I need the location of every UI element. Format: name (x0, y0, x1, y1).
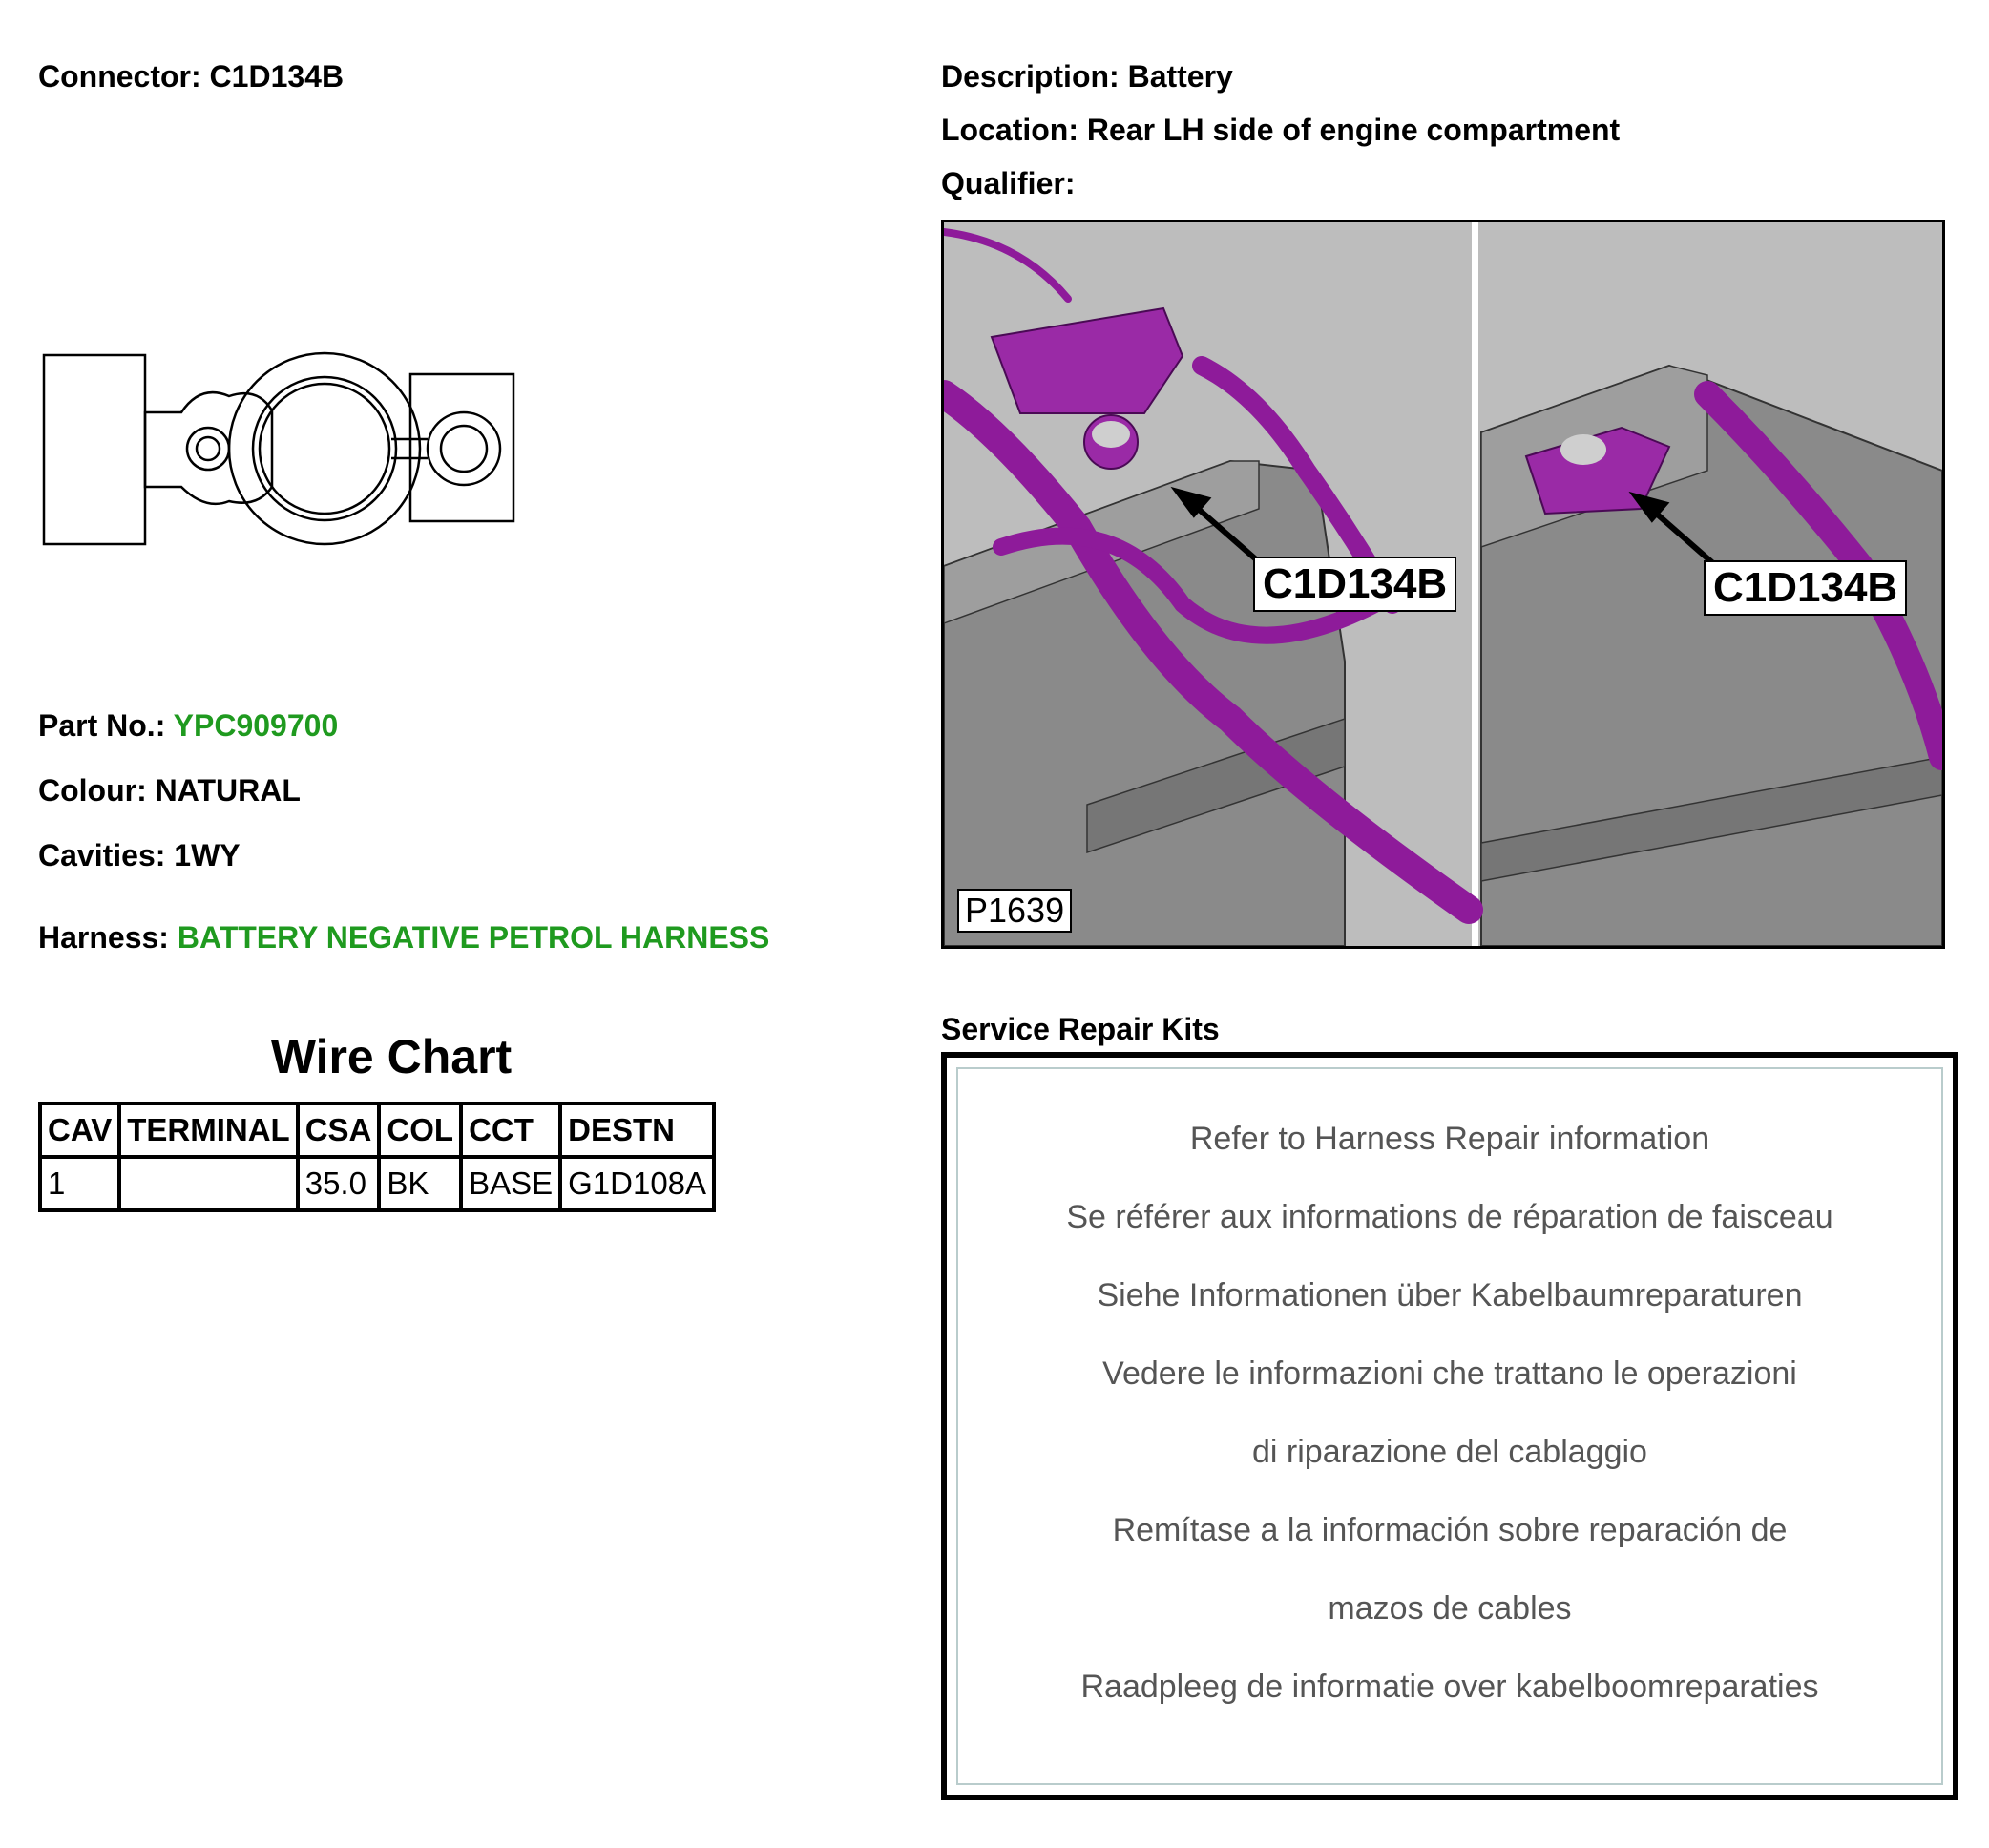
cavities-value: 1WY (174, 838, 241, 872)
cell-col: BK (379, 1157, 461, 1210)
kit-line-es-1: Remítase a la información sobre reparación de (1112, 1512, 1788, 1548)
figure-id: P1639 (957, 889, 1072, 933)
col-header-col: COL (379, 1103, 461, 1157)
connector-bolt-outer (428, 412, 500, 485)
connector-bolt-block (410, 374, 513, 521)
wire-chart-title: Wire Chart (270, 1030, 513, 1083)
col-header-csa: CSA (298, 1103, 380, 1157)
table-row (40, 1157, 714, 1210)
cell-cct: BASE (461, 1157, 560, 1210)
location-row (941, 113, 1620, 148)
harness-value[interactable]: BATTERY NEGATIVE PETROL HARNESS (177, 920, 770, 955)
callout-label-left: C1D134B (1253, 556, 1456, 612)
col-header-destn: DESTN (560, 1103, 714, 1157)
colour-value: NATURAL (155, 773, 301, 808)
cell-cav: 1 (40, 1157, 119, 1210)
qualifier-row (941, 166, 1075, 201)
connector-lug-hole (187, 428, 229, 470)
col-header-cct: CCT (461, 1103, 560, 1157)
connector-label: Connector: (38, 59, 201, 94)
wire-chart-header-row (40, 1103, 714, 1157)
col-header-cav: CAV (40, 1103, 119, 1157)
connector-heading (38, 59, 344, 94)
kit-line-es-2: mazos de cables (1328, 1590, 1572, 1627)
service-repair-kits-title: Service Repair Kits (941, 1012, 1220, 1046)
connector-body-left (44, 355, 145, 544)
connector-bolt-inner (441, 426, 487, 472)
description-value: Battery (1127, 59, 1233, 94)
colour-label: Colour: (38, 773, 147, 808)
description-label: Description: (941, 59, 1120, 94)
connector-value: C1D134B (209, 59, 345, 94)
connector-drawing (38, 344, 525, 554)
harness-row (38, 920, 769, 956)
part-no-row (38, 708, 338, 744)
kit-line-nl: Raadpleeg de informatie over kabelboomreparaties (1080, 1669, 1819, 1705)
location-value: Rear LH side of engine compartment (1086, 113, 1621, 147)
cell-terminal (119, 1157, 297, 1210)
wire-chart-table (38, 1102, 716, 1212)
qualifier-label: Qualifier: (941, 166, 1076, 200)
col-header-terminal: TERMINAL (119, 1103, 297, 1157)
kit-line-it-1: Vedere le informazioni che trattano le operazioni (1102, 1355, 1797, 1392)
description-row (941, 59, 1233, 94)
kit-line-de: Siehe Informationen über Kabelbaumreparaturen (1097, 1277, 1803, 1313)
connector-clamp-ring (229, 353, 420, 544)
location-photo (941, 220, 1945, 949)
kit-line-it-2: di riparazione del cablaggio (1252, 1434, 1647, 1470)
cavities-row (38, 838, 241, 873)
location-label: Location: (941, 113, 1078, 147)
photo-divider (1472, 222, 1478, 946)
kit-line-fr: Se référer aux informations de réparation de faisceau (1066, 1199, 1833, 1235)
kit-line-en: Refer to Harness Repair information (1189, 1121, 1710, 1157)
service-repair-kits-panel (941, 1052, 1958, 1800)
cavities-label: Cavities: (38, 838, 166, 872)
cell-destn: G1D108A (560, 1157, 714, 1210)
part-no-value[interactable]: YPC909700 (173, 708, 339, 743)
cell-csa: 35.0 (298, 1157, 380, 1210)
part-no-label: Part No.: (38, 708, 166, 743)
callout-label-right: C1D134B (1704, 560, 1907, 616)
harness-label: Harness: (38, 920, 169, 955)
colour-row (38, 773, 301, 808)
service-repair-kits-inner (956, 1067, 1943, 1785)
